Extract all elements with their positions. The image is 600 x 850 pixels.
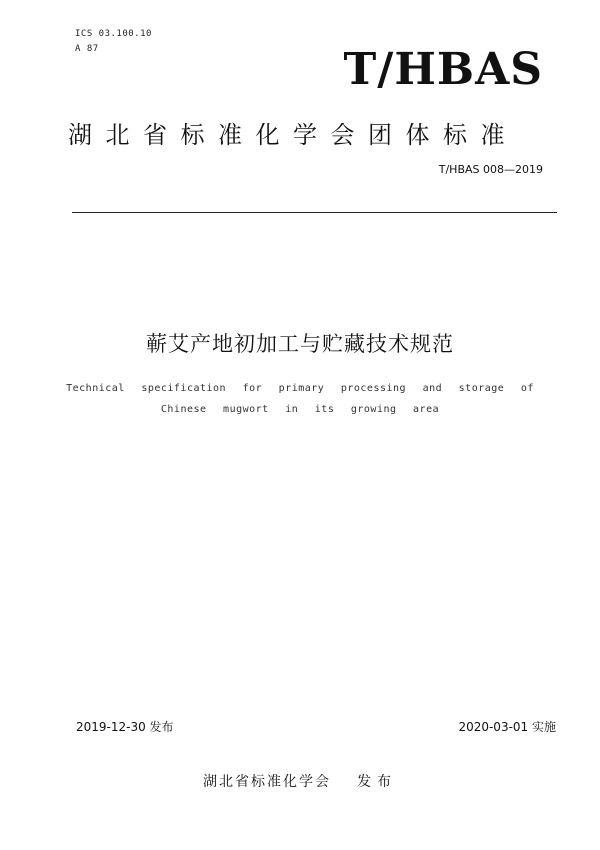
- standard-number: T/HBAS 008—2019: [438, 163, 543, 176]
- issuer-line: [0, 771, 600, 791]
- standard-brand-logo: T/HBAS: [343, 44, 543, 95]
- org-standard-heading: 湖北省标准化学会团体标准: [68, 121, 518, 149]
- classification-code: A 87: [75, 44, 99, 54]
- ics-code: ICS 03.100.10: [75, 29, 152, 39]
- issuer-name: 湖北省标准化学会: [203, 774, 331, 790]
- publish-date: 2019-12-30 发布: [76, 720, 174, 734]
- header-divider: [72, 212, 557, 213]
- document-title-cn: 蕲艾产地初加工与贮藏技术规范: [146, 332, 454, 356]
- implementation-date: 2020-03-01 实施: [458, 720, 556, 734]
- issuer-action: 发布: [357, 774, 397, 790]
- document-title-en: Technical specification for primary processing and storage of Chinese mugwort in its growing area: [66, 383, 534, 415]
